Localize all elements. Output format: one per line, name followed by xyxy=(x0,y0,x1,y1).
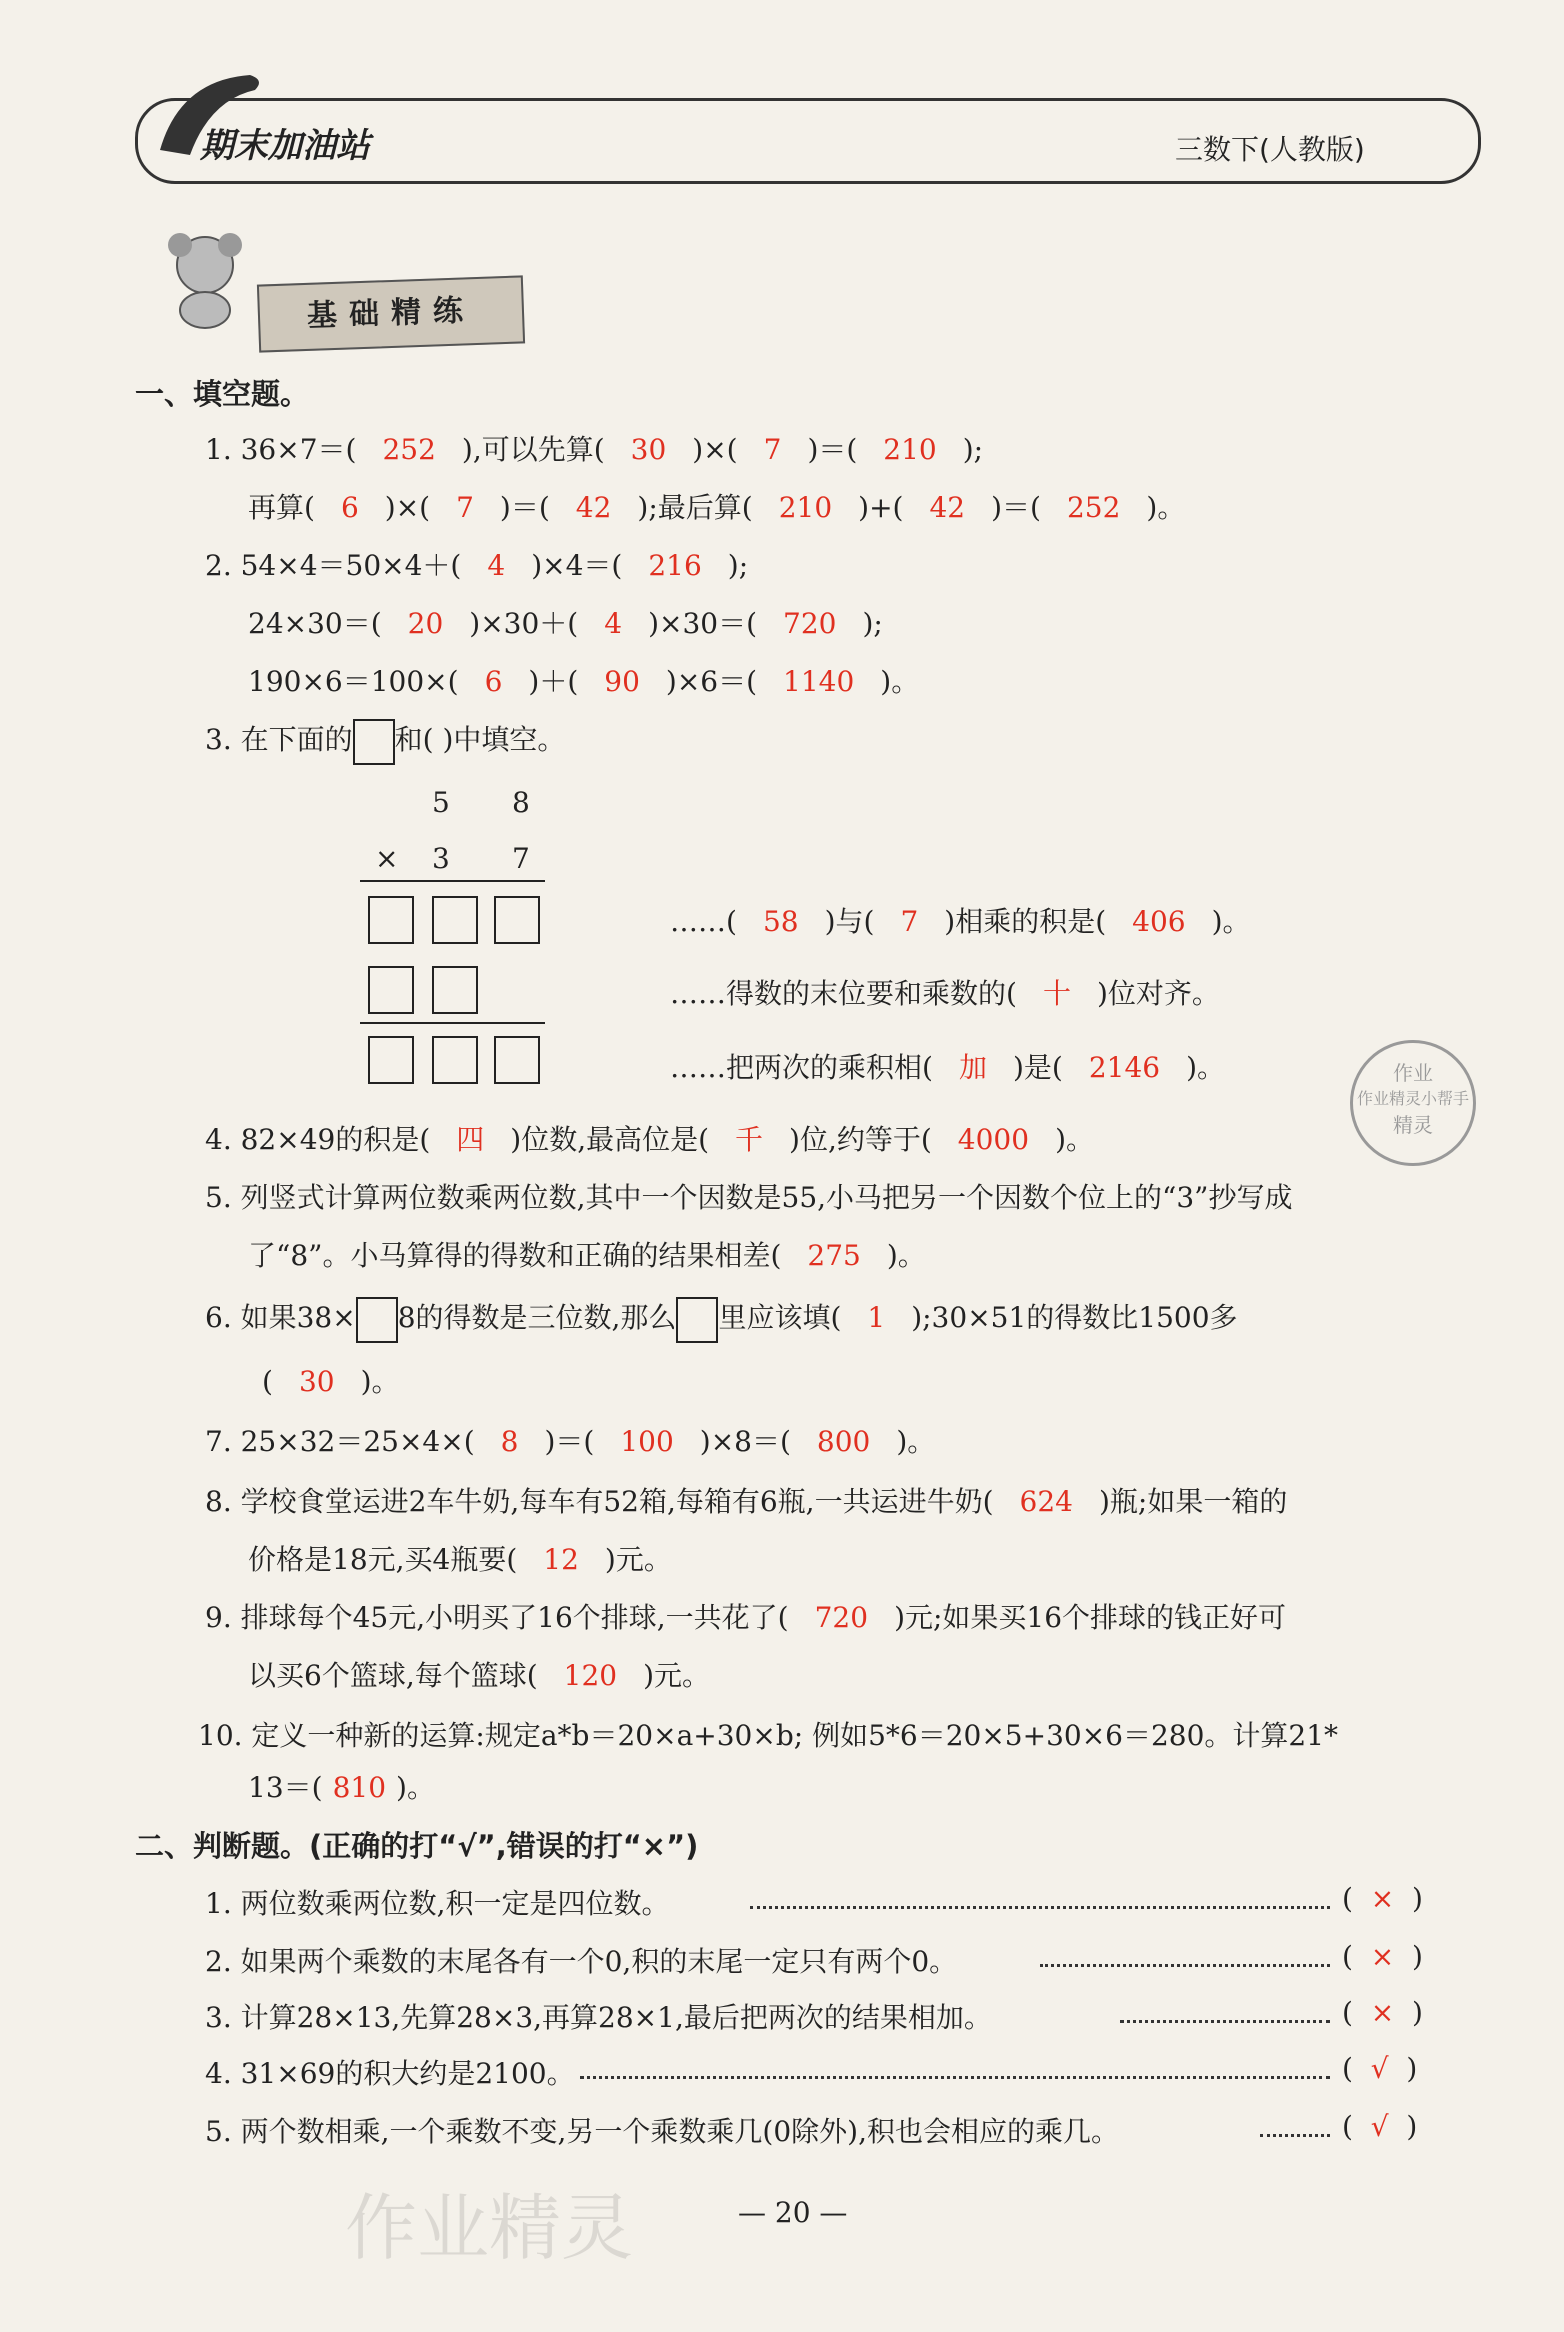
bear-icon xyxy=(160,230,250,330)
digit-box xyxy=(432,896,478,944)
section1-title: 一、填空题。 xyxy=(135,377,310,411)
q3-top-8: 8 xyxy=(512,786,530,819)
judge-4: 4. 31×69的积大约是2100。 xyxy=(205,2057,575,2090)
dot-leader xyxy=(1260,2134,1330,2137)
judge-3-bracket: ( × ) xyxy=(1342,1996,1423,2029)
header-grade: 三数下(人教版) xyxy=(1175,133,1365,166)
judge-5-bracket: ( √ ) xyxy=(1342,2110,1418,2143)
q5-line1: 5. 列竖式计算两位数乘两位数,其中一个因数是55,小马把另一个因数个位上的“3”抄写成 xyxy=(205,1181,1293,1214)
page-number: — 20 — xyxy=(738,2196,848,2229)
q1-line1: 1. 36×7＝( 252 ),可以先算( 30 )×( 7 )＝( 210 ); xyxy=(205,433,984,466)
section-banner: 基础精练 xyxy=(257,275,525,352)
answer-box xyxy=(353,719,395,765)
q5-line2: 了“8”。小马算得的得数和正确的结果相差( 275 )。 xyxy=(248,1239,926,1272)
digit-box xyxy=(432,966,478,1014)
q10-line2: 13＝( 810 )。 xyxy=(248,1771,435,1804)
digit-box xyxy=(494,896,540,944)
q8-line2: 价格是18元,买4瓶要( 12 )元。 xyxy=(248,1543,672,1576)
q2-line3: 190×6＝100×( 6 )＋( 90 )×6＝( 1140 )。 xyxy=(248,665,920,698)
q9-line1: 9. 排球每个45元,小明买了16个排球,一共花了( 720 )元;如果买16个排球的钱正好可 xyxy=(205,1601,1287,1634)
q3-mul-7: 7 xyxy=(512,842,530,875)
q3-times: × xyxy=(375,842,399,875)
q9-line2: 以买6个篮球,每个篮球( 120 )元。 xyxy=(248,1659,711,1692)
stamp-logo: 作业 作业精灵小帮手 精灵 xyxy=(1350,1040,1476,1166)
judge-1-bracket: ( × ) xyxy=(1342,1882,1423,1915)
header-title: 期末加油站 xyxy=(200,126,370,166)
q10-line1: 10. 定义一种新的运算:规定a*b＝20×a+30×b; 例如5*6＝20×5+30×6＝280。计算21* xyxy=(198,1719,1339,1752)
q3-r3: ……把两次的乘积相( 加 )是( 2146 )。 xyxy=(670,1051,1226,1084)
judge-2-bracket: ( × ) xyxy=(1342,1940,1423,1973)
judge-5: 5. 两个数相乘,一个乘数不变,另一个乘数乘几(0除外),积也会相应的乘几。 xyxy=(205,2115,1119,2148)
q3-r1: ……( 58 )与( 7 )相乘的积是( 406 )。 xyxy=(670,905,1251,938)
rule-line xyxy=(360,1022,545,1024)
dot-leader xyxy=(580,2076,1330,2079)
digit-box xyxy=(368,896,414,944)
q2-line1: 2. 54×4＝50×4＋( 4 )×4＝( 216 ); xyxy=(205,549,749,582)
judge-4-bracket: ( √ ) xyxy=(1342,2052,1418,2085)
q7: 7. 25×32＝25×4×( 8 )＝( 100 )×8＝( 800 )。 xyxy=(205,1425,936,1458)
q6-line2: ( 30 )。 xyxy=(262,1365,400,1398)
rule-line xyxy=(360,880,545,882)
q3-stem: 3. 在下面的 和( )中填空。 xyxy=(205,718,565,765)
q2-line2: 24×30＝( 20 )×30＋( 4 )×30＝( 720 ); xyxy=(248,607,883,640)
answer-box xyxy=(676,1297,718,1343)
q8-line1: 8. 学校食堂运进2车牛奶,每车有52箱,每箱有6瓶,一共运进牛奶( 624 )瓶;如果一箱的 xyxy=(205,1485,1288,1518)
dot-leader xyxy=(750,1906,1330,1909)
judge-2: 2. 如果两个乘数的末尾各有一个0,积的末尾一定只有两个0。 xyxy=(205,1945,958,1978)
dot-leader xyxy=(1120,2020,1330,2023)
watermark: 作业精灵 xyxy=(345,2186,634,2270)
q6-line1: 6. 如果38× 8的得数是三位数,那么 里应该填( 1 );30×51的得数比1500多 xyxy=(205,1296,1238,1343)
answer-box xyxy=(356,1297,398,1343)
digit-box xyxy=(494,1036,540,1084)
judge-3: 3. 计算28×13,先算28×3,再算28×1,最后把两次的结果相加。 xyxy=(205,2001,992,2034)
digit-box xyxy=(368,1036,414,1084)
digit-box xyxy=(368,966,414,1014)
q4: 4. 82×49的积是( 四 )位数,最高位是( 千 )位,约等于( 4000 )。 xyxy=(205,1123,1094,1156)
digit-box xyxy=(432,1036,478,1084)
q3-top-5: 5 xyxy=(432,786,450,819)
section2-title: 二、判断题。(正确的打“√”,错误的打“×”) xyxy=(135,1829,699,1863)
q3-mul-3: 3 xyxy=(432,842,450,875)
q3-r2: ……得数的末位要和乘数的( 十 )位对齐。 xyxy=(670,977,1220,1010)
q1-line2: 再算( 6 )×( 7 )＝( 42 );最后算( 210 )+( 42 )＝( 252 )。 xyxy=(248,491,1186,524)
judge-1: 1. 两位数乘两位数,积一定是四位数。 xyxy=(205,1887,670,1920)
dot-leader xyxy=(1040,1964,1330,1967)
